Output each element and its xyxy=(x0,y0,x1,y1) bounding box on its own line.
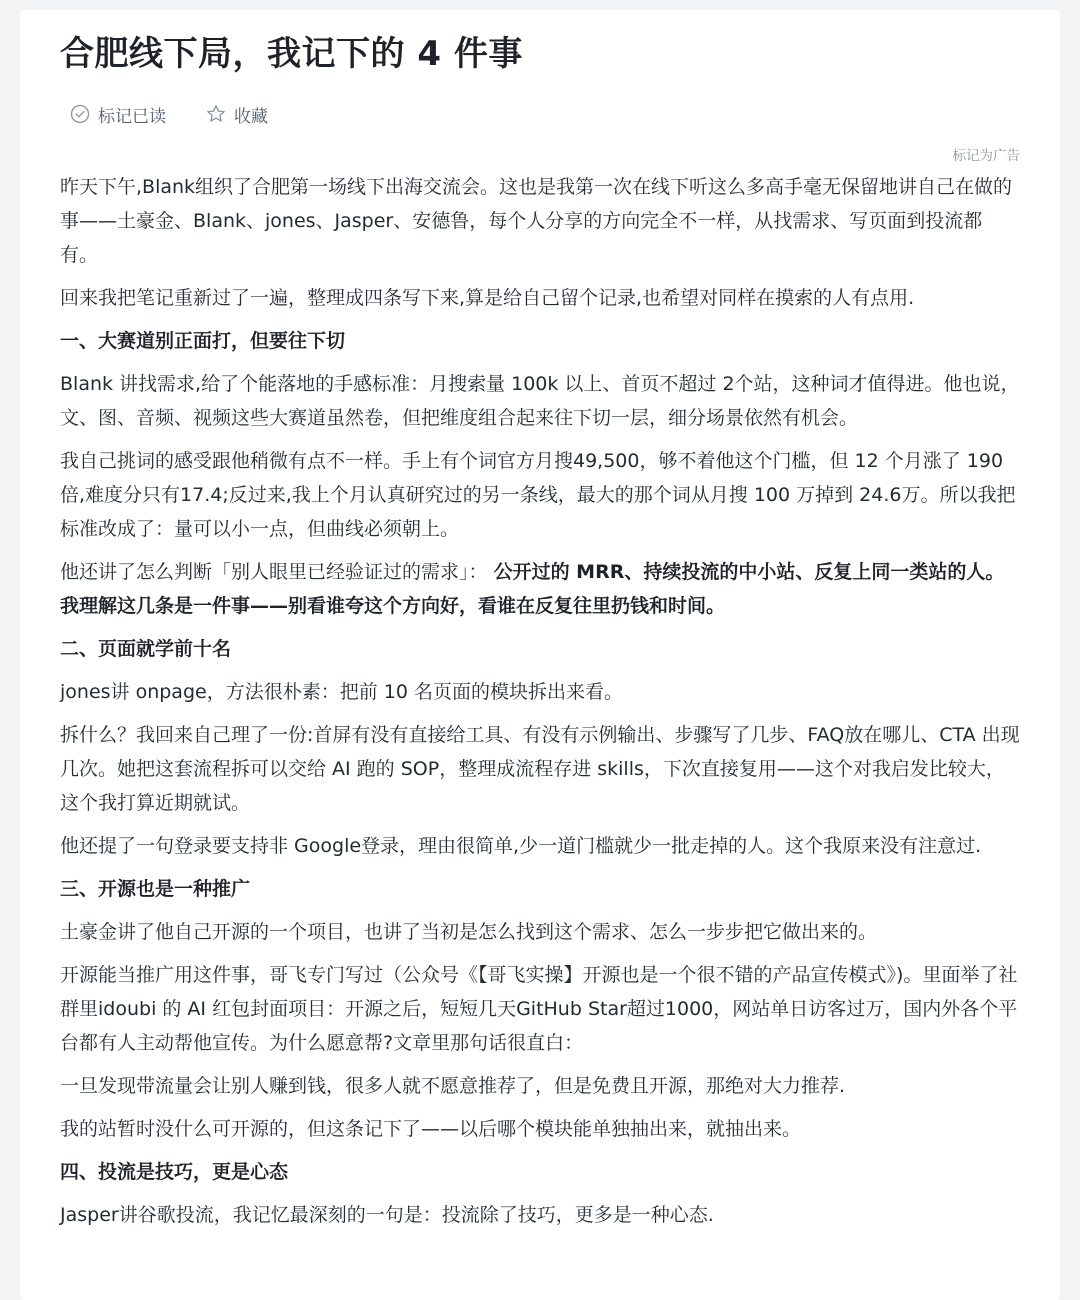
paragraph: jones讲 onpage，方法很朴素：把前 10 名页面的模块拆出来看。 xyxy=(60,681,623,703)
report-row xyxy=(60,144,1020,164)
report-ad-link[interactable]: 标记为广告 xyxy=(952,148,1020,164)
paragraph: 我自己挑词的感受跟他稍微有点不一样。手上有个词官方月搜49,500，够不着他这个门槛，但 12 个月涨了 190 倍,难度分只有17.4;反过来,我上个月认真研究过的另一条线，最大的那个词从月搜 100 万掉到 24.6万。所以我把标准改成了：量可以小一点，但曲线必须朝上。 xyxy=(60,450,1016,540)
paragraph: 一旦发现带流量会让别人赚到钱，很多人就不愿意推荐了，但是免费且开源，那绝对大力推荐. xyxy=(60,1075,846,1097)
section-heading: 三、开源也是一种推广 xyxy=(60,878,251,900)
paragraph: 昨天下午,Blank组织了合肥第一场线下出海交流会。这也是我第一次在线下听这么多高手毫无保留地讲自己在做的事——土豪金、Blank、jones、Jasper、安德鲁，每个人分享的方向完全不一样，从找需求、写页面到投流都有。 xyxy=(60,176,1013,266)
section-heading: 一、大赛道别正面打，但要往下切 xyxy=(60,330,346,352)
paragraph: Jasper讲谷歌投流，我记忆最深刻的一句是：投流除了技巧，更多是一种心态. xyxy=(60,1204,714,1226)
favorite-label: 收藏 xyxy=(234,106,268,127)
section-heading: 四、投流是技巧，更是心态 xyxy=(60,1161,289,1183)
article-card xyxy=(20,10,1060,1300)
mark-read-label: 标记已读 xyxy=(98,106,166,127)
article-body xyxy=(60,170,1020,1232)
paragraph-bold: 公开过的 MRR、持续投流的中小站、反复上同一类站的人。我理解这几条是一件事——别看谁夸这个方向好，看谁在反复往里扔钱和时间。 xyxy=(60,561,1005,617)
paragraph: 土豪金讲了他自己开源的一个项目，也讲了当初是怎么找到这个需求、怎么一步步把它做出来的。 xyxy=(60,921,878,943)
paragraph: 我的站暂时没什么可开源的，但这条记下了——以后哪个模块能单独抽出来，就抽出来。 xyxy=(60,1118,802,1140)
paragraph: 拆什么？我回来自己理了一份:首屏有没有直接给工具、有没有示例输出、步骤写了几步、FAQ放在哪儿、CTA 出现几次。她把这套流程拆可以交给 AI 跑的 SOP，整理成流程存进 skills，下次直接复用——这个对我启发比较大，这个我打算近期就试。 xyxy=(60,724,1020,814)
section-heading: 二、页面就学前十名 xyxy=(60,638,232,660)
article-actions xyxy=(60,101,1020,127)
paragraph: 开源能当推广用这件事，哥飞专门写过（公众号《【哥飞实操】开源也是一个很不错的产品宣传模式》)。里面举了社群里idoubi 的 AI 红包封面项目：开源之后，短短几天GitHub Star超过1000，网站单日访客过万，国内外各个平台都有人主动帮他宣传。为什么愿意帮?文章里那句话很直白： xyxy=(60,964,1018,1054)
mark-read-button[interactable] xyxy=(70,102,166,127)
paragraph: 他还提了一句登录要支持非 Google登录，理由很简单,少一道门槛就少一批走掉的人。这个我原来没有注意过. xyxy=(60,835,982,857)
check-circle-icon xyxy=(70,104,90,124)
favorite-button[interactable] xyxy=(206,102,268,127)
paragraph xyxy=(60,555,1020,623)
paragraph-lead: 他还讲了怎么判断「别人眼里已经验证过的需求」： xyxy=(60,561,488,583)
star-icon xyxy=(206,104,226,124)
article-title: 合肥线下局，我记下的 4 件事 xyxy=(60,34,523,74)
paragraph: Blank 讲找需求,给了个能落地的手感标准：月搜索量 100k 以上、首页不超过 2个站，这种词才值得进。他也说，文、图、音频、视频这些大赛道虽然卷，但把维度组合起来往下切一层，细分场景依然有机会。 xyxy=(60,373,1020,429)
paragraph: 回来我把笔记重新过了一遍，整理成四条写下来,算是给自己留个记录,也希望对同样在摸索的人有点用. xyxy=(60,287,915,309)
